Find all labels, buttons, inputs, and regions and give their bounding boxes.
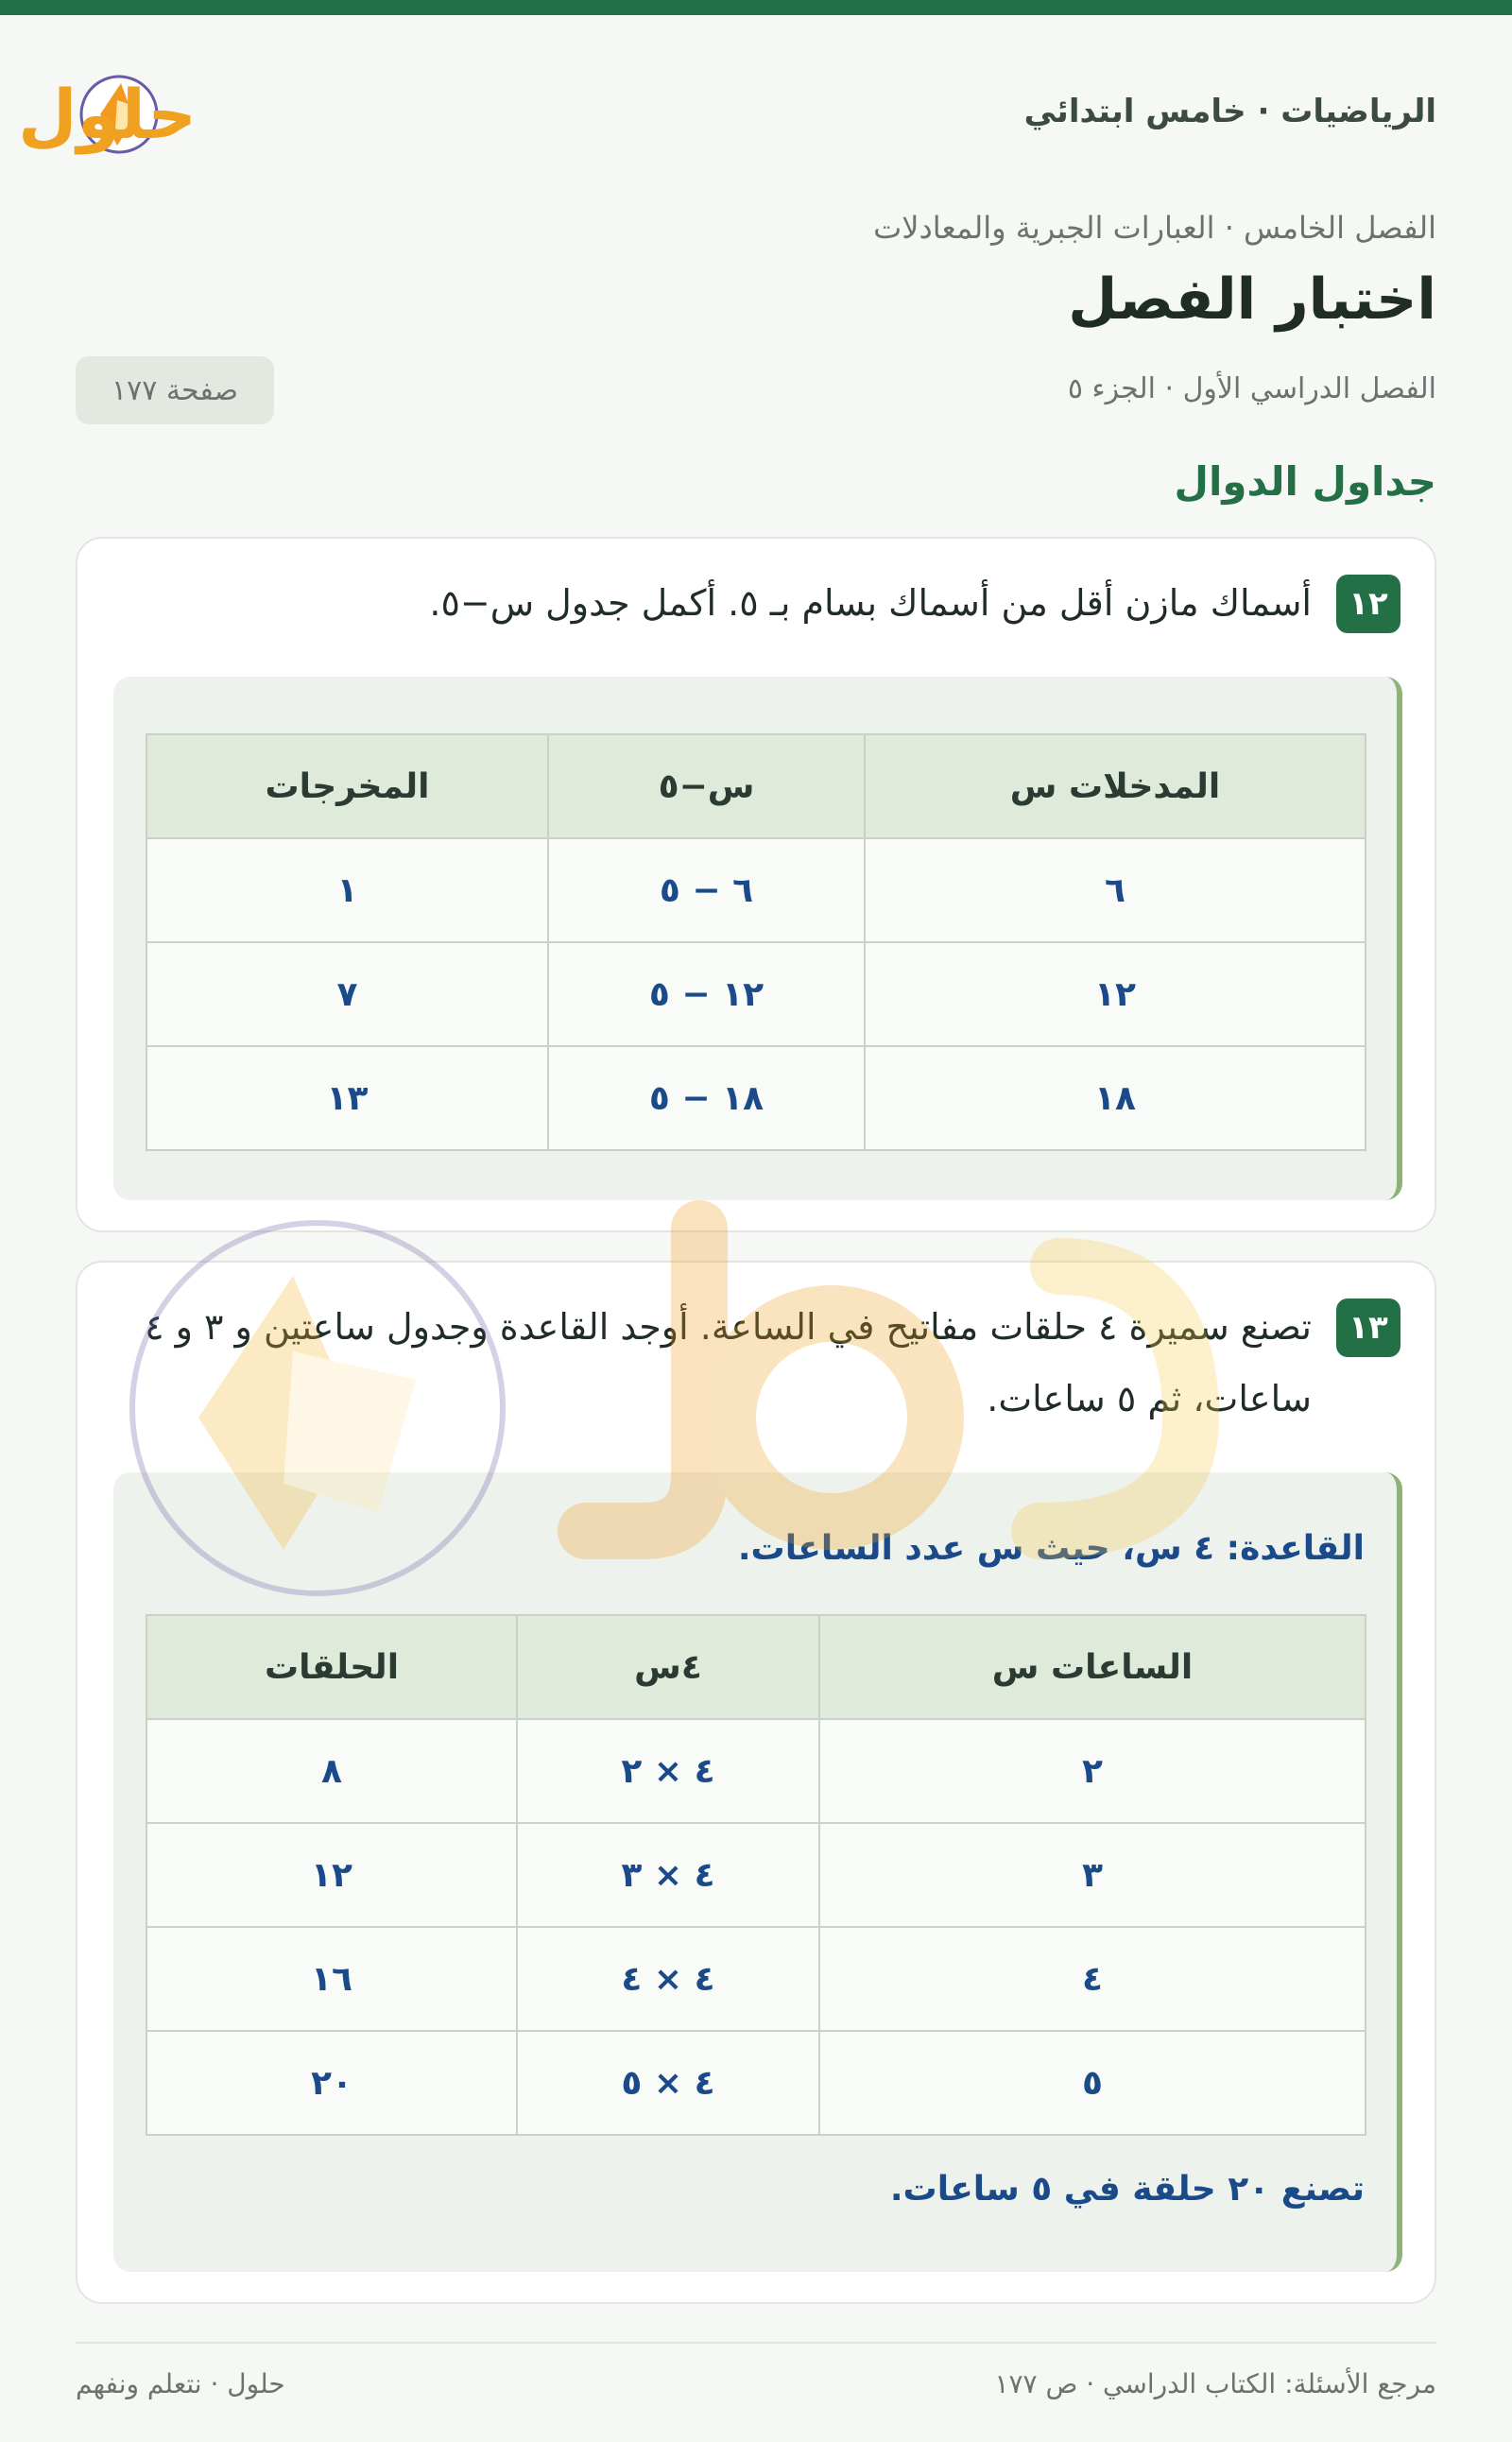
footer-divider [76, 2342, 1436, 2344]
table-cell: ١٨ − ٥ [548, 1046, 865, 1150]
question-text: تصنع سميرة ٤ حلقات مفاتيح في الساعة. أوجد القاعدة وجدول ساعتين و ٣ و ٤ ساعات، ثم ٥ ساعات. [145, 1306, 1312, 1419]
table-header-row [146, 1615, 1366, 1719]
table-cell: ١٦ [146, 1927, 517, 2031]
question-number-badge: ١٣ [1336, 1298, 1400, 1357]
function-table [146, 733, 1366, 1151]
chapter-label: الفصل الخامس · العبارات الجبرية والمعادلات [873, 210, 1436, 246]
table-cell: ٤ [819, 1927, 1366, 2031]
top-accent-bar [0, 0, 1512, 15]
answer-box [113, 1472, 1402, 2272]
table-cell: ١٢ − ٥ [548, 942, 865, 1046]
table-header-cell: المدخلات س [865, 734, 1366, 838]
question-number-badge: ١٢ [1336, 575, 1400, 633]
conclusion-statement: تصنع ٢٠ حلقة في ٥ ساعات. [889, 2170, 1365, 2209]
logo-wordmark: حلول [18, 75, 197, 154]
table-cell: ٢ [819, 1719, 1366, 1823]
table-row [146, 1719, 1366, 1823]
subject-label: الرياضيات · خامس ابتدائي [1023, 93, 1436, 130]
question-card-13 [76, 1261, 1436, 2304]
table-cell: ١٨ [865, 1046, 1366, 1150]
question-card-12 [76, 537, 1436, 1232]
table-cell: ٢٠ [146, 2031, 517, 2135]
question-text: أسماك مازن أقل من أسماك بسام بـ ٥. أكمل جدول س−٥. [429, 582, 1312, 624]
table-header-row [146, 734, 1366, 838]
table-cell: ١٢ [865, 942, 1366, 1046]
table-header-cell: س−٥ [548, 734, 865, 838]
table-cell: ٧ [146, 942, 548, 1046]
footer-reference: مرجع الأسئلة: الكتاب الدراسي · ص ١٧٧ [994, 2368, 1436, 2399]
table-cell: ١ [146, 838, 548, 942]
table-cell: ٥ [819, 2031, 1366, 2135]
table-cell: ٤ × ٥ [517, 2031, 819, 2135]
page-title: اختبار الفصل [1068, 267, 1436, 333]
table-cell: ٤ × ٣ [517, 1823, 819, 1927]
answer-box [113, 677, 1402, 1200]
table-header-cell: المخرجات [146, 734, 548, 838]
table-row [146, 838, 1366, 942]
page-number-badge: صفحة ١٧٧ [76, 356, 274, 424]
table-row [146, 1823, 1366, 1927]
table-row [146, 1046, 1366, 1150]
footer-brand: حلول · نتعلم ونفهم [76, 2368, 285, 2399]
table-cell: ٤ × ٤ [517, 1927, 819, 2031]
hulul-logo[interactable] [18, 62, 348, 166]
semester-label: الفصل الدراسي الأول · الجزء ٥ [1067, 372, 1436, 405]
table-cell: ٤ × ٢ [517, 1719, 819, 1823]
section-title: جداول الدوال [1174, 458, 1436, 505]
table-cell: ١٣ [146, 1046, 548, 1150]
table-cell: ٦ − ٥ [548, 838, 865, 942]
table-cell: ٣ [819, 1823, 1366, 1927]
table-cell: ١٢ [146, 1823, 517, 1927]
table-header-cell: الحلقات [146, 1615, 517, 1719]
table-cell: ٨ [146, 1719, 517, 1823]
table-header-cell: الساعات س [819, 1615, 1366, 1719]
rule-statement: القاعدة: ٤ س، حيث س عدد الساعات. [737, 1529, 1365, 1568]
function-table [146, 1614, 1366, 2136]
table-cell: ٦ [865, 838, 1366, 942]
table-header-cell: ٤س [517, 1615, 819, 1719]
table-row [146, 942, 1366, 1046]
table-row [146, 1927, 1366, 2031]
table-row [146, 2031, 1366, 2135]
